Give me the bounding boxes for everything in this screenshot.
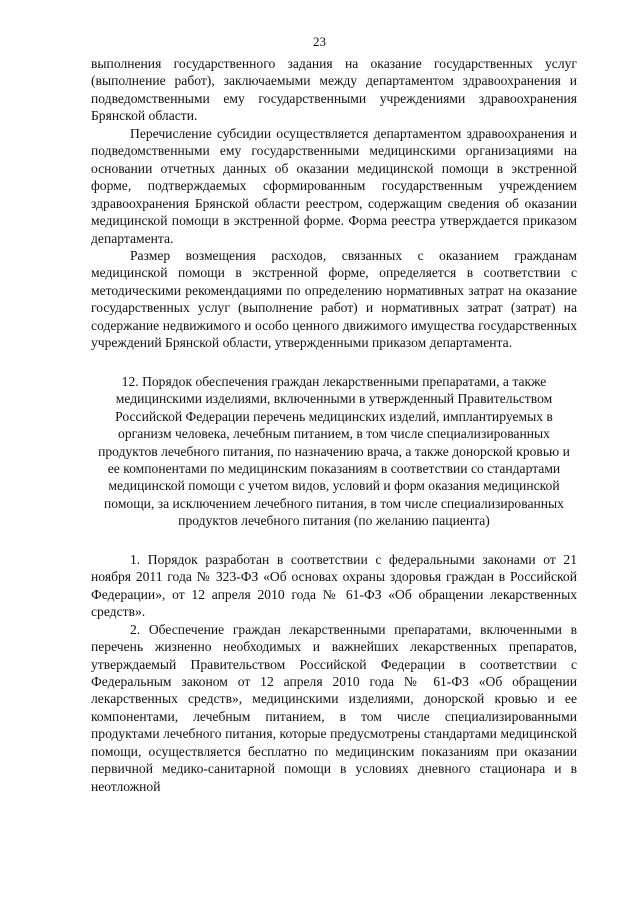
page-body bbox=[91, 55, 577, 795]
paragraph-item-1: 1. Порядок разработан в соответствии с федеральными законами от 21 ноября 2011 года № 323-ФЗ «Об основах охраны здоровья граждан в Российской Федерации», от 12 апреля 2010 года № 61-ФЗ «Об обращении лекарственных средств». bbox=[91, 551, 577, 620]
paragraph-continuation: выполнения государственного задания на оказание государственных услуг (выполнение работ), заключаемыми между департаментом здравоохранения и подведомственными ему государственными учреждениями здравоохранения Брянской области. bbox=[91, 56, 577, 124]
paragraph-reimbursement: Размер возмещения расходов, связанных с оказанием гражданам медицинской помощи в экстренной форме, определяется в соответствии с методическими рекомендациями по определению нормативных затрат на оказание государственных услуг (выполнение работ) и нормативных затрат (затрат) на содержание недвижимого и особо ценного движимого имущества государственных учреждений Брянской области, утвержденными приказом департамента. bbox=[91, 247, 577, 351]
paragraph-item-2: 2. Обеспечение граждан лекарственными препаратами, включенными в перечень жизненно необходимых и важнейших лекарственных препаратов, утверждаемый Правительством Российской Федерации в соответствии с Федеральным законом от 12 апреля 2010 года № 61-ФЗ «Об обращении лекарственных средств», медицинскими изделиями, донорской кровью и ее компонентами, лечебным питанием, в том числе специализированными продуктами лечебного питания, которые предусмотрены стандартами медицинской помощи, осуществляется бесплатно по медицинским показаниям при оказании первичной медико-санитарной помощи в условиях дневного стационара и в неотложной bbox=[91, 621, 577, 794]
section-heading: 12. Порядок обеспечения граждан лекарственными препаратами, а также медицинскими изделиями, включенными в утвержденный Правительством Российской Федерации перечень медицинских изделий, имплантируемых в организм человека, лечебным питанием, в том числе специализированных продуктов лечебного питания, по назначению врача, а также донорской кровью и ее компонентами по медицинским показаниям в соответствии со стандартами медицинской помощи с учетом видов, условий и форм оказания медицинской помощи, за исключением лечебного питания, в том числе специализированных продуктов лечебного питания (по желанию пациента) bbox=[98, 373, 570, 529]
paragraph-subsidy-transfer: Перечисление субсидии осуществляется департаментом здравоохранения и подведомственными ему государственными медицинскими организациями на основании отчетных данных об оказании медицинской помощи в экстренной форме, подтверждаемых сформированным государственным учреждением здравоохранения Брянской области реестром, содержащим сведения об оказании медицинской помощи в экстренной форме. Форма реестра утверждается приказом департамента. bbox=[91, 125, 577, 246]
page-number: 23 bbox=[313, 34, 326, 49]
